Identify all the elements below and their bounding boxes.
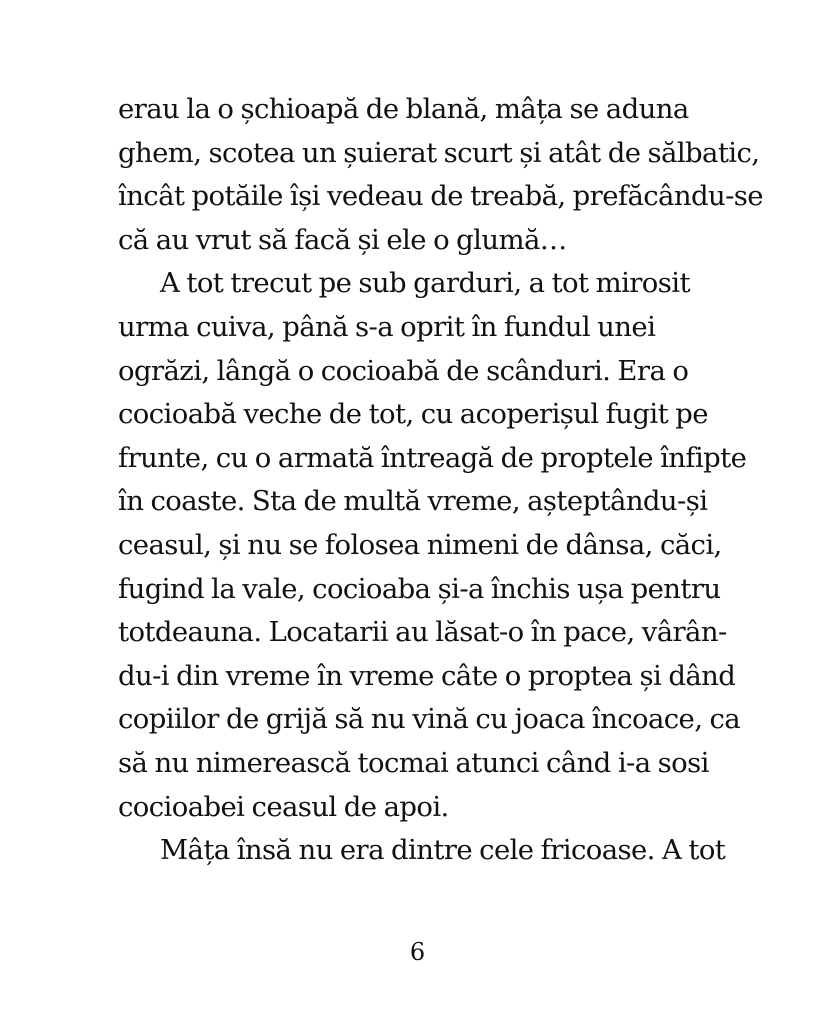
text-line: erau la o șchioapă de blană, mâța se aduna: [118, 93, 689, 125]
text-line: ghem, scotea un șuierat scurt și atât de sălbatic,: [118, 136, 760, 169]
page-number: 6: [409, 938, 426, 966]
text-line: fugind la vale, cocioaba și-a închis ușa pentru: [118, 572, 721, 605]
text-line: cocioabă veche de tot, cu acoperișul fugit pe: [118, 398, 708, 431]
text-line: du-i din vreme în vreme câte o proptea și dând: [118, 659, 736, 692]
text-line: ogrăzi, lângă o cocioabă de scânduri. Era o: [118, 354, 689, 387]
text-line: frunte, cu o armată întreagă de proptele înfipte: [118, 441, 747, 474]
body-text: [118, 88, 763, 873]
text-line: totdeauna. Locatarii au lăsat-o în pace, vârân-: [118, 616, 727, 649]
text-line: urma cuiva, până s-a oprit în fundul unei: [118, 310, 656, 343]
text-line: că au vrut să facă și ele o glumă…: [118, 223, 567, 256]
text-line: ceasul, și nu se folosea nimeni de dânsa, căci,: [118, 528, 722, 561]
text-line: în coaste. Sta de multă vreme, așteptându-și: [118, 485, 708, 518]
text-line: copiilor de grijă să nu vină cu joaca încoace, ca: [118, 703, 741, 736]
text-line: încât potăile își vedeau de treabă, prefăcându-se: [118, 180, 763, 213]
text-line: Mâța însă nu era dintre cele fricoase. A tot: [160, 834, 726, 867]
text-line: cocioabei ceasul de apoi.: [118, 790, 449, 823]
text-line: A tot trecut pe sub garduri, a tot mirosit: [160, 267, 690, 300]
text-line: să nu nimerească tocmai atunci când i-a sosi: [118, 746, 709, 779]
